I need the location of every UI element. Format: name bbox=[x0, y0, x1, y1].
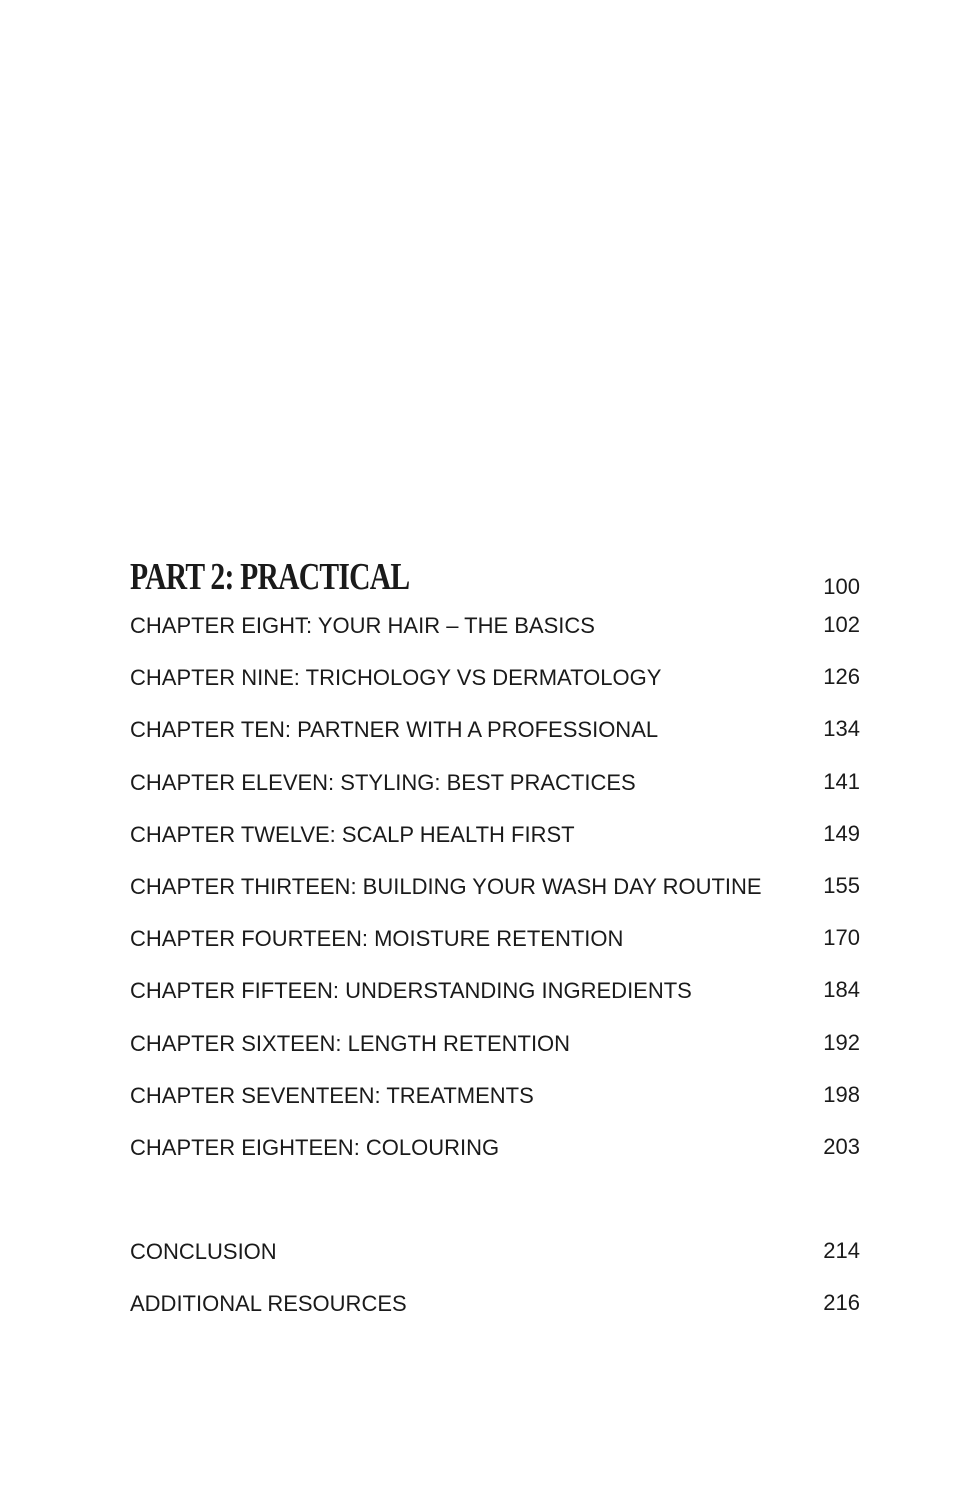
chapter-list bbox=[130, 600, 860, 1174]
part-heading-row bbox=[130, 548, 860, 600]
section-spacer bbox=[130, 1174, 860, 1226]
toc-entry bbox=[130, 652, 860, 704]
toc-entry bbox=[130, 704, 860, 756]
back-matter-title: ADDITIONAL RESOURCES bbox=[130, 1291, 407, 1317]
toc-entry bbox=[130, 1070, 860, 1122]
back-matter-list bbox=[130, 1226, 860, 1330]
table-of-contents bbox=[130, 548, 860, 1330]
back-matter-page-number: 214 bbox=[823, 1238, 860, 1264]
chapter-title: CHAPTER SEVENTEEN: TREATMENTS bbox=[130, 1082, 534, 1108]
chapter-title: CHAPTER NINE: TRICHOLOGY VS DERMATOLOGY bbox=[130, 665, 662, 691]
chapter-page-number: 149 bbox=[823, 820, 860, 846]
toc-entry bbox=[130, 965, 860, 1017]
chapter-title: CHAPTER TWELVE: SCALP HEALTH FIRST bbox=[130, 821, 575, 847]
chapter-title: CHAPTER ELEVEN: STYLING: BEST PRACTICES bbox=[130, 769, 636, 795]
part-page-number: 100 bbox=[823, 574, 860, 599]
chapter-title: CHAPTER EIGHTEEN: COLOURING bbox=[130, 1134, 500, 1160]
chapter-page-number: 141 bbox=[823, 768, 860, 794]
back-matter-page-number: 216 bbox=[823, 1290, 860, 1316]
chapter-title: CHAPTER FOURTEEN: MOISTURE RETENTION bbox=[130, 926, 624, 952]
toc-entry bbox=[130, 1226, 860, 1278]
chapter-title: CHAPTER THIRTEEN: BUILDING YOUR WASH DAY ROUTINE bbox=[130, 874, 762, 900]
chapter-title: CHAPTER TEN: PARTNER WITH A PROFESSIONAL bbox=[130, 717, 659, 743]
chapter-page-number: 170 bbox=[823, 925, 860, 951]
toc-entry bbox=[130, 809, 860, 861]
chapter-page-number: 198 bbox=[823, 1081, 860, 1107]
toc-entry bbox=[130, 757, 860, 809]
chapter-page-number: 134 bbox=[823, 716, 860, 742]
chapter-page-number: 155 bbox=[823, 873, 860, 899]
toc-entry bbox=[130, 913, 860, 965]
part-title: PART 2: PRACTICAL bbox=[130, 556, 410, 598]
chapter-page-number: 184 bbox=[823, 977, 860, 1003]
back-matter-title: CONCLUSION bbox=[130, 1239, 277, 1265]
chapter-title: CHAPTER FIFTEEN: UNDERSTANDING INGREDIENTS bbox=[130, 978, 692, 1004]
toc-entry bbox=[130, 1278, 860, 1330]
chapter-page-number: 102 bbox=[823, 612, 860, 638]
chapter-page-number: 203 bbox=[823, 1133, 860, 1159]
chapter-title: CHAPTER EIGHT: YOUR HAIR – THE BASICS bbox=[130, 613, 595, 639]
toc-entry bbox=[130, 861, 860, 913]
toc-entry bbox=[130, 1018, 860, 1070]
toc-entry bbox=[130, 600, 860, 652]
chapter-page-number: 126 bbox=[823, 664, 860, 690]
chapter-page-number: 192 bbox=[823, 1029, 860, 1055]
chapter-title: CHAPTER SIXTEEN: LENGTH RETENTION bbox=[130, 1030, 571, 1056]
toc-entry bbox=[130, 1122, 860, 1174]
